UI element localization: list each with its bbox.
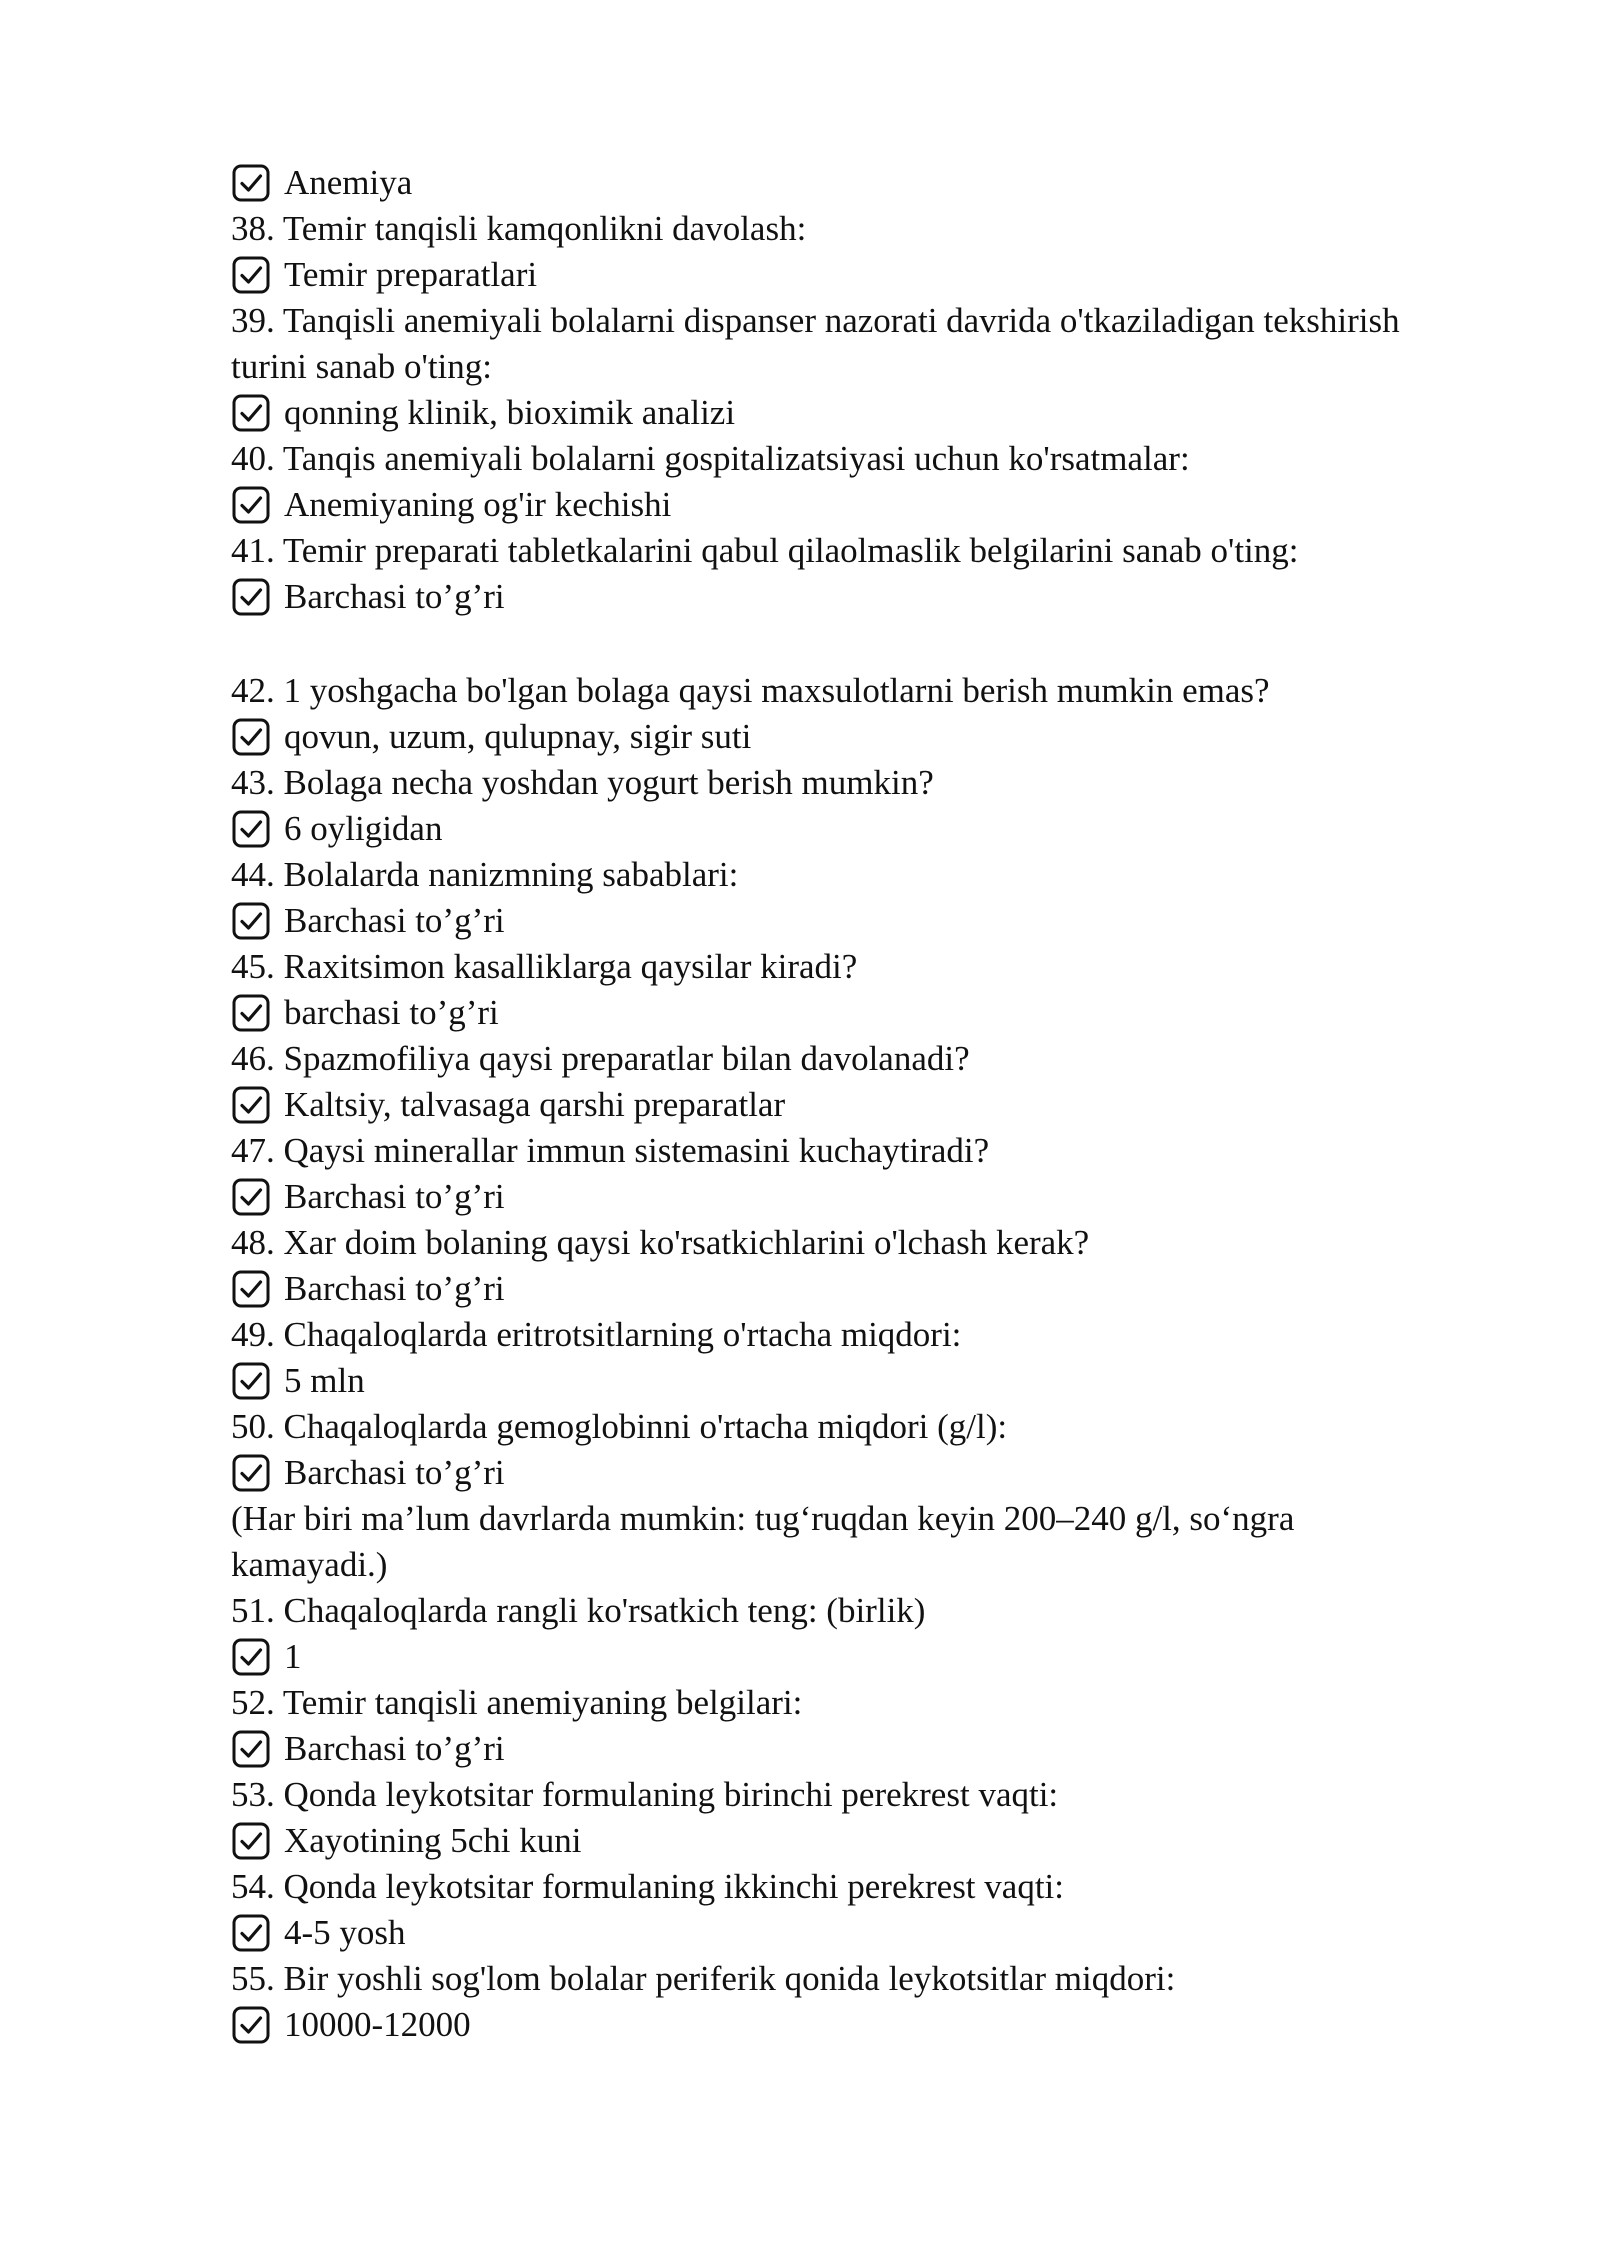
checked-box-icon [231,2005,271,2045]
question-text: 51. Chaqaloqlarda rangli ko'rsatkich teng: (birlik) [231,1591,926,1630]
answer-text: Barchasi to’g’ri [284,1177,505,1216]
answer-line [231,252,1411,298]
checked-box-icon [231,1729,271,1769]
answer-line [231,806,1411,852]
answer-text: Barchasi to’g’ri [284,577,505,616]
question-text: 40. Tanqis anemiyali bolalarni gospitalizatsiyasi uchun ko'rsatmalar: [231,439,1190,478]
checked-box-icon [231,1453,271,1493]
answer-text: Kaltsiy, talvasaga qarshi preparatlar [284,1085,786,1124]
answer-text: Barchasi to’g’ri [284,1269,505,1308]
question-text: 43. Bolaga necha yoshdan yogurt berish mumkin? [231,763,934,802]
checked-box-icon [231,163,271,203]
answer-line [231,482,1411,528]
answer-line [231,160,1411,206]
question-text: 45. Raxitsimon kasalliklarga qaysilar kiradi? [231,947,858,986]
answer-line [231,574,1411,620]
checked-box-icon [231,255,271,295]
checked-box-icon [231,1269,271,1309]
question-text: 49. Chaqaloqlarda eritrotsitlarning o'rtacha miqdori: [231,1315,962,1354]
answer-text: Xayotining 5chi kuni [284,1821,582,1860]
answer-text: 4-5 yosh [284,1913,406,1952]
question-text: 53. Qonda leykotsitar formulaning birinchi perekrest vaqti: [231,1775,1059,1814]
answer-text: barchasi to’g’ri [284,993,499,1032]
question-text: 42. 1 yoshgacha bo'lgan bolaga qaysi maxsulotlarni berish mumkin emas? [231,671,1270,710]
checked-box-icon [231,993,271,1033]
answer-line [231,1634,1411,1680]
checked-box-icon [231,809,271,849]
answer-text: Temir preparatlari [284,255,538,294]
document-page [231,160,1411,2048]
answer-text: 1 [284,1637,302,1676]
answer-line [231,714,1411,760]
answer-line [231,1726,1411,1772]
answer-line [231,1910,1411,1956]
question-text: 48. Xar doim bolaning qaysi ko'rsatkichlarini o'lchash kerak? [231,1223,1090,1262]
answer-line [231,1082,1411,1128]
blank-line [231,620,1411,668]
checked-box-icon [231,1821,271,1861]
answer-line [231,390,1411,436]
answer-text: Barchasi to’g’ri [284,901,505,940]
answer-line [231,898,1411,944]
question-text: 44. Bolalarda nanizmning sabablari: [231,855,739,894]
question-text: 52. Temir tanqisli anemiyaning belgilari: [231,1683,803,1722]
answer-line [231,1266,1411,1312]
checked-box-icon [231,1637,271,1677]
answer-line [231,1358,1411,1404]
answer-line [231,990,1411,1036]
checked-box-icon [231,577,271,617]
question-text: 39. Tanqisli anemiyali bolalarni dispanser nazorati davrida o'tkaziladigan tekshirish turini sanab o'ting: [231,301,1400,386]
answer-text: Anemiyaning og'ir kechishi [284,485,672,524]
answer-text: 5 mln [284,1361,365,1400]
question-text: 38. Temir tanqisli kamqonlikni davolash: [231,209,807,248]
answer-line [231,1818,1411,1864]
note-text: (Har biri ma’lum davrlarda mumkin: tug‘ruqdan keyin 200–240 g/l, so‘ngra kamayadi.) [231,1499,1295,1584]
checked-box-icon [231,393,271,433]
answer-line [231,1450,1411,1496]
checked-box-icon [231,1177,271,1217]
checked-box-icon [231,717,271,757]
answer-line [231,2002,1411,2048]
question-text: 54. Qonda leykotsitar formulaning ikkinchi perekrest vaqti: [231,1867,1064,1906]
question-text: 41. Temir preparati tabletkalarini qabul qilaolmaslik belgilarini sanab o'ting: [231,531,1299,570]
answer-line [231,1174,1411,1220]
answer-text: qovun, uzum, qulupnay, sigir suti [284,717,752,756]
checked-box-icon [231,485,271,525]
checked-box-icon [231,1913,271,1953]
answer-text: Anemiya [284,163,413,202]
question-text: 47. Qaysi minerallar immun sistemasini kuchaytiradi? [231,1131,990,1170]
checked-box-icon [231,901,271,941]
question-text: 55. Bir yoshli sog'lom bolalar periferik qonida leykotsitlar miqdori: [231,1959,1176,1998]
answer-text: qonning klinik, bioximik analizi [284,393,736,432]
checked-box-icon [231,1361,271,1401]
answer-text: Barchasi to’g’ri [284,1729,505,1768]
question-text: 50. Chaqaloqlarda gemoglobinni o'rtacha miqdori (g/l): [231,1407,1008,1446]
answer-text: 6 oyligidan [284,809,443,848]
question-text: 46. Spazmofiliya qaysi preparatlar bilan davolanadi? [231,1039,970,1078]
answer-text: Barchasi to’g’ri [284,1453,505,1492]
checked-box-icon [231,1085,271,1125]
answer-text: 10000-12000 [284,2005,471,2044]
